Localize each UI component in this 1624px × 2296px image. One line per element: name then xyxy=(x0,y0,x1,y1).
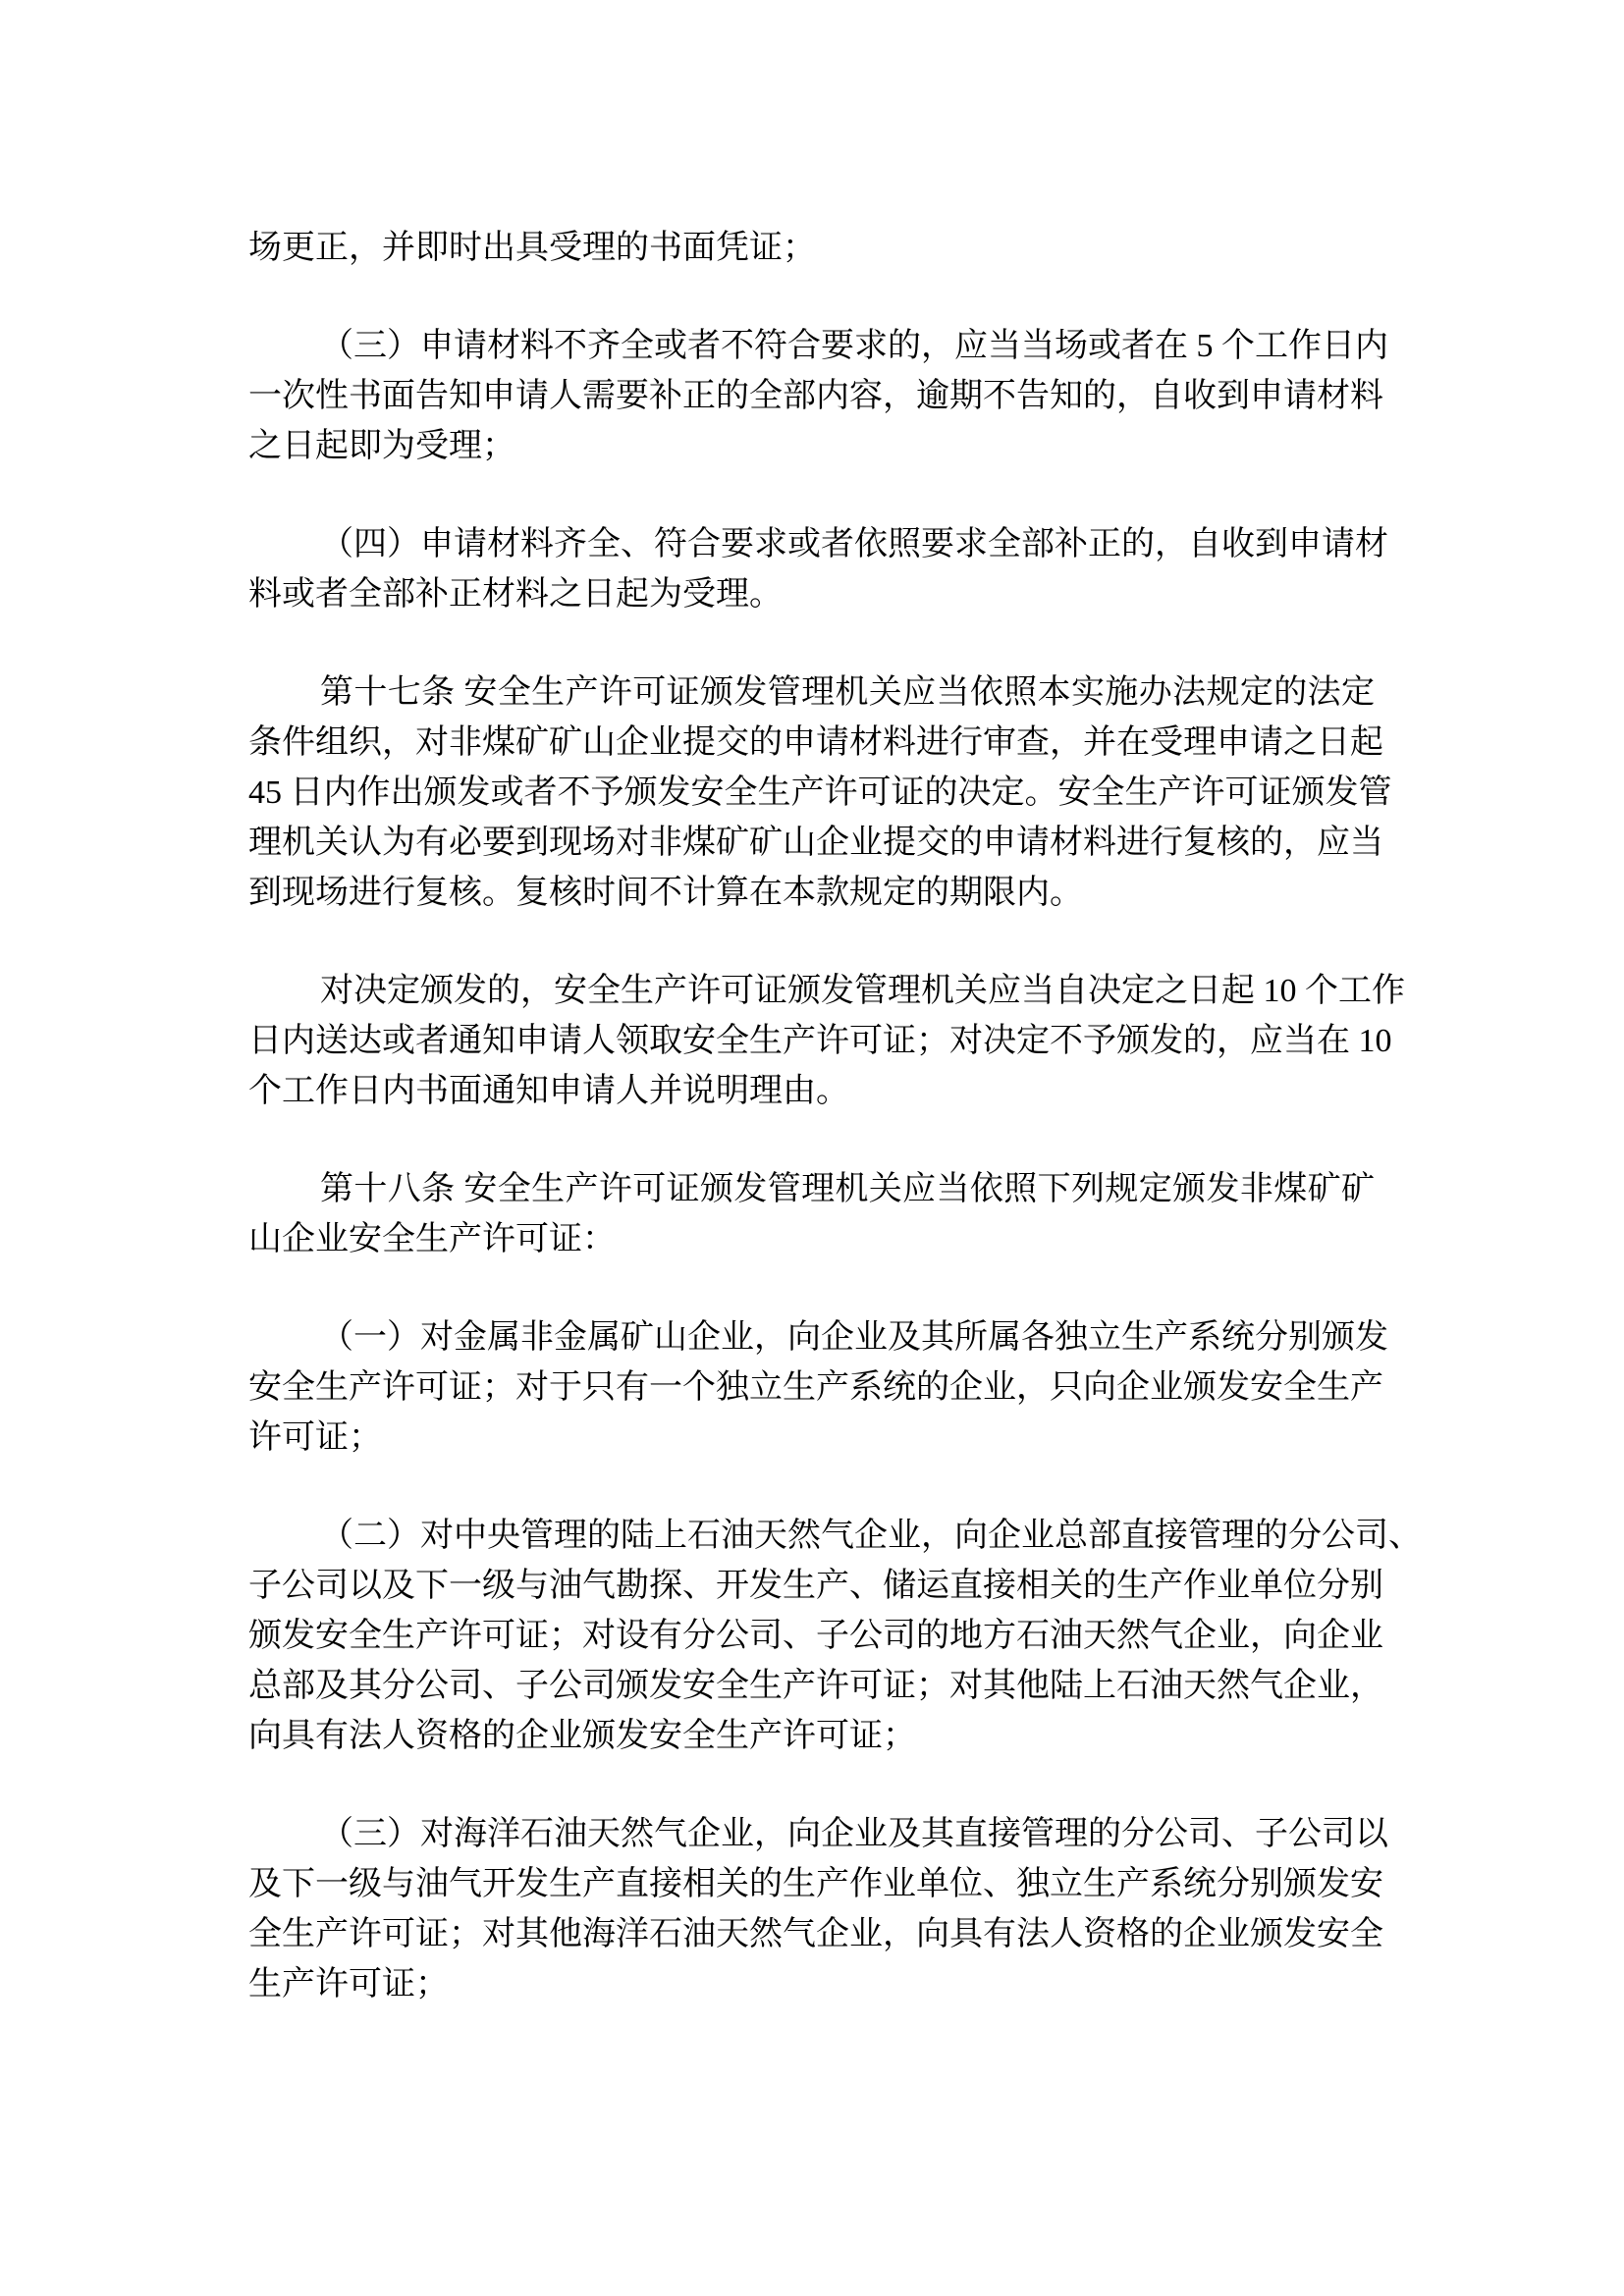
paragraph xyxy=(248,519,1388,619)
text-line: 理机关认为有必要到现场对非煤矿矿山企业提交的申请材料进行复核的，应当 xyxy=(248,825,1383,861)
text-line: 一次性书面告知申请人需要补正的全部内容，逾期不告知的，自收到申请材料 xyxy=(248,378,1383,414)
text-line: 颁发安全生产许可证；对设有分公司、子公司的地方石油天然气企业，向企业 xyxy=(248,1618,1383,1654)
text-line: 子公司以及下一级与油气勘探、开发生产、储运直接相关的生产作业单位分别 xyxy=(248,1568,1383,1604)
text-line: 到现场进行复核。复核时间不计算在本款规定的期限内。 xyxy=(248,875,1083,911)
text-line: 安全生产许可证；对于只有一个独立生产系统的企业，只向企业颁发安全生产 xyxy=(248,1369,1383,1406)
text-line: 条件组织，对非煤矿矿山企业提交的申请材料进行审查，并在受理申请之日起 xyxy=(248,724,1383,761)
paragraph xyxy=(248,1312,1388,1463)
text-line: 向具有法人资格的企业颁发安全生产许可证； xyxy=(248,1718,916,1754)
text-line: 之日起即为受理； xyxy=(248,428,515,464)
text-line: 对决定颁发的，安全生产许可证颁发管理机关应当自决定之日起 10 个工作 xyxy=(320,973,1405,1009)
paragraph xyxy=(248,1164,1375,1264)
text-line: 第十七条 安全生产许可证颁发管理机关应当依照本实施办法规定的法定 xyxy=(320,674,1375,711)
text-line: （二）对中央管理的陆上石油天然气企业，向企业总部直接管理的分公司、 xyxy=(320,1518,1422,1554)
text-line: 山企业安全生产许可证： xyxy=(248,1221,616,1257)
paragraph xyxy=(248,1809,1388,2009)
document-page xyxy=(248,223,1422,2009)
paragraph xyxy=(248,667,1392,918)
text-line: 场更正，并即时出具受理的书面凭证； xyxy=(248,230,816,266)
paragraph xyxy=(248,223,1375,273)
text-line: 生产许可证； xyxy=(248,1966,449,2002)
text-line: 45 日内作出颁发或者不予颁发安全生产许可证的决定。安全生产许可证颁发管 xyxy=(248,774,1392,811)
text-line: 及下一级与油气开发生产直接相关的生产作业单位、独立生产系统分别颁发安 xyxy=(248,1866,1383,1902)
text-line: 料或者全部补正材料之日起为受理。 xyxy=(248,576,783,613)
paragraph xyxy=(248,1511,1422,1761)
text-line: 总部及其分公司、子公司颁发安全生产许可证；对其他陆上石油天然气企业， xyxy=(248,1668,1383,1704)
text-line: 第十八条 安全生产许可证颁发管理机关应当依照下列规定颁发非煤矿矿 xyxy=(320,1171,1375,1207)
paragraph xyxy=(248,966,1405,1116)
text-line: （四）申请材料齐全、符合要求或者依照要求全部补正的，自收到申请材 xyxy=(320,526,1388,562)
text-line: 日内送达或者通知申请人领取安全生产许可证；对决定不予颁发的，应当在 10 xyxy=(248,1023,1392,1059)
text-line: 个工作日内书面通知申请人并说明理由。 xyxy=(248,1073,849,1109)
text-line: （一）对金属非金属矿山企业，向企业及其所属各独立生产系统分别颁发 xyxy=(320,1319,1388,1356)
paragraph xyxy=(248,321,1388,471)
text-line: （三）对海洋石油天然气企业，向企业及其直接管理的分公司、子公司以 xyxy=(320,1816,1388,1852)
text-line: 许可证； xyxy=(248,1419,382,1456)
text-line: 全生产许可证；对其他海洋石油天然气企业，向具有法人资格的企业颁发安全 xyxy=(248,1916,1383,1952)
text-line: （三）申请材料不齐全或者不符合要求的，应当当场或者在 5 个工作日内 xyxy=(320,328,1388,364)
